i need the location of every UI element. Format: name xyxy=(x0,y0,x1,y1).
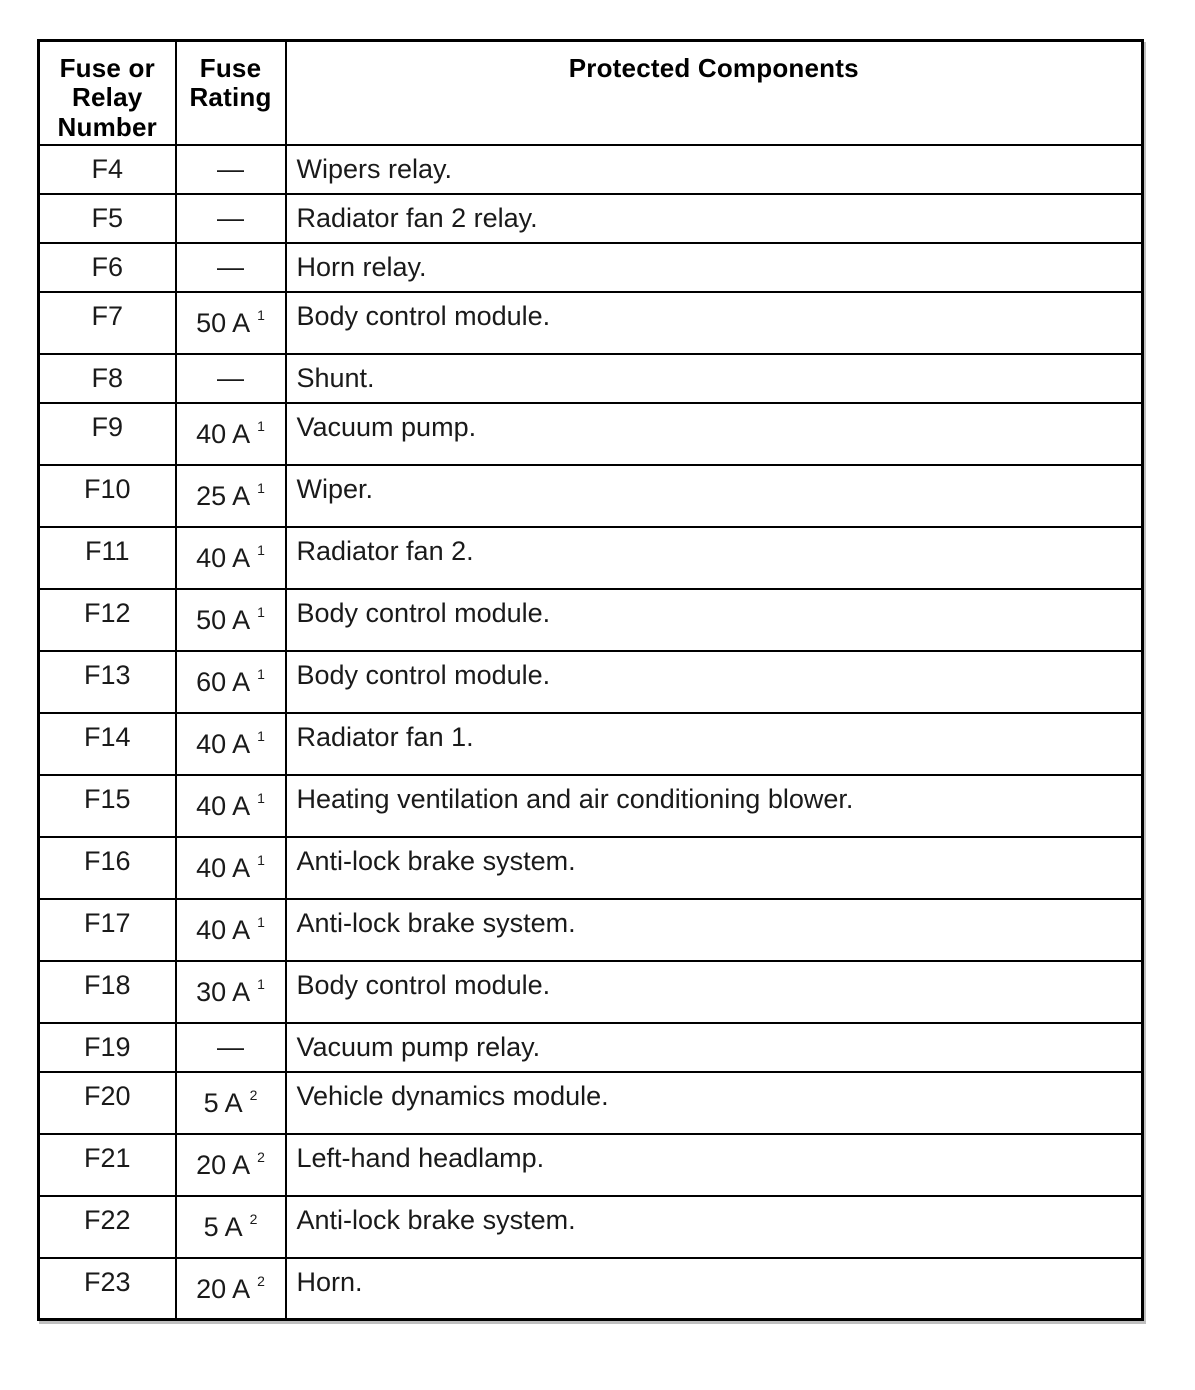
protected-component-cell: Horn. xyxy=(286,1258,1143,1320)
fuse-number-cell: F13 xyxy=(39,651,176,713)
table-row xyxy=(39,775,1143,837)
fuse-rating-cell xyxy=(176,194,286,243)
table-row xyxy=(39,194,1143,243)
fuse-rating-cell xyxy=(176,1258,286,1320)
protected-component-cell: Vehicle dynamics module. xyxy=(286,1072,1143,1134)
fuse-rating-cell xyxy=(176,527,286,589)
table-row xyxy=(39,651,1143,713)
fuse-rating-cell xyxy=(176,243,286,292)
protected-component-cell: Wiper. xyxy=(286,465,1143,527)
fuse-rating-value: 40 A xyxy=(196,914,251,945)
fuse-number-cell: F7 xyxy=(39,292,176,354)
fuse-number-cell: F4 xyxy=(39,145,176,194)
fuse-rating-value: 5 A xyxy=(203,1087,243,1118)
table-row xyxy=(39,1023,1143,1072)
header-fuse-number: Fuse or Relay Number xyxy=(39,41,176,145)
fuse-rating-cell xyxy=(176,354,286,403)
protected-component-cell: Vacuum pump relay. xyxy=(286,1023,1143,1072)
table-row xyxy=(39,1134,1143,1196)
table-row xyxy=(39,1196,1143,1258)
fuse-rating-value: — xyxy=(217,362,244,393)
fuse-rating-cell xyxy=(176,292,286,354)
protected-component-cell: Body control module. xyxy=(286,589,1143,651)
fuse-number-cell: F17 xyxy=(39,899,176,961)
fuse-rating-footnote-superscript: 1 xyxy=(257,417,265,434)
protected-component-cell: Radiator fan 2 relay. xyxy=(286,194,1143,243)
header-fuse-rating: Fuse Rating xyxy=(176,41,286,145)
fuse-number-cell: F11 xyxy=(39,527,176,589)
fuse-rating-value: — xyxy=(217,202,244,233)
fuse-number-cell: F9 xyxy=(39,403,176,465)
table-row xyxy=(39,837,1143,899)
fuse-rating-footnote-superscript: 1 xyxy=(257,479,265,496)
table-row xyxy=(39,145,1143,194)
fuse-number-cell: F8 xyxy=(39,354,176,403)
fuse-rating-cell xyxy=(176,837,286,899)
fuse-rating-cell xyxy=(176,1023,286,1072)
fuse-rating-cell xyxy=(176,651,286,713)
fuse-rating-value: 20 A xyxy=(196,1273,251,1304)
fuse-rating-value: — xyxy=(217,251,244,282)
fuse-rating-footnote-superscript: 2 xyxy=(257,1272,265,1289)
fuse-rating-value: 40 A xyxy=(196,728,251,759)
fuse-number-cell: F22 xyxy=(39,1196,176,1258)
table-row xyxy=(39,292,1143,354)
fuse-rating-footnote-superscript: 1 xyxy=(257,851,265,868)
fuse-rating-value: 40 A xyxy=(196,418,251,449)
protected-component-cell: Radiator fan 2. xyxy=(286,527,1143,589)
fuse-number-cell: F18 xyxy=(39,961,176,1023)
protected-component-cell: Body control module. xyxy=(286,651,1143,713)
fuse-rating-cell xyxy=(176,713,286,775)
fuse-rating-footnote-superscript: 1 xyxy=(257,789,265,806)
fuse-rating-value: — xyxy=(217,153,244,184)
fuse-rating-cell xyxy=(176,465,286,527)
protected-component-cell: Shunt. xyxy=(286,354,1143,403)
fuse-rating-footnote-superscript: 1 xyxy=(257,306,265,323)
fuse-number-cell: F23 xyxy=(39,1258,176,1320)
table-row xyxy=(39,1258,1143,1320)
fuse-rating-cell xyxy=(176,1072,286,1134)
fuse-rating-value: 60 A xyxy=(196,666,251,697)
table-row xyxy=(39,243,1143,292)
fuse-rating-footnote-superscript: 1 xyxy=(257,665,265,682)
fuse-rating-cell xyxy=(176,961,286,1023)
fuse-number-cell: F19 xyxy=(39,1023,176,1072)
fuse-rating-value: 40 A xyxy=(196,542,251,573)
protected-component-cell: Heating ventilation and air conditioning blower. xyxy=(286,775,1143,837)
protected-component-cell: Radiator fan 1. xyxy=(286,713,1143,775)
fuse-number-cell: F10 xyxy=(39,465,176,527)
protected-component-cell: Anti-lock brake system. xyxy=(286,899,1143,961)
protected-component-cell: Wipers relay. xyxy=(286,145,1143,194)
table-row xyxy=(39,961,1143,1023)
fuse-number-cell: F12 xyxy=(39,589,176,651)
fuse-rating-cell xyxy=(176,775,286,837)
fuse-rating-footnote-superscript: 1 xyxy=(257,913,265,930)
fuse-rating-cell xyxy=(176,899,286,961)
table-row xyxy=(39,1072,1143,1134)
fuse-number-cell: F14 xyxy=(39,713,176,775)
fuse-rating-value: 25 A xyxy=(196,480,251,511)
fuse-rating-value: 5 A xyxy=(203,1211,243,1242)
fuse-rating-value: — xyxy=(217,1031,244,1062)
protected-component-cell: Horn relay. xyxy=(286,243,1143,292)
fuse-rating-value: 20 A xyxy=(196,1149,251,1180)
table-row xyxy=(39,527,1143,589)
fuse-rating-footnote-superscript: 2 xyxy=(257,1148,265,1165)
fuse-rating-value: 40 A xyxy=(196,790,251,821)
table-row xyxy=(39,899,1143,961)
header-protected-components: Protected Components xyxy=(286,41,1143,145)
fuse-rating-footnote-superscript: 1 xyxy=(257,975,265,992)
protected-component-cell: Body control module. xyxy=(286,292,1143,354)
fuse-rating-footnote-superscript: 1 xyxy=(257,603,265,620)
protected-component-cell: Anti-lock brake system. xyxy=(286,1196,1143,1258)
protected-component-cell: Left-hand headlamp. xyxy=(286,1134,1143,1196)
fuse-rating-footnote-superscript: 1 xyxy=(257,541,265,558)
fuse-table xyxy=(37,39,1144,1321)
fuse-rating-footnote-superscript: 2 xyxy=(249,1210,258,1227)
table-row xyxy=(39,465,1143,527)
table-row xyxy=(39,589,1143,651)
fuse-number-cell: F6 xyxy=(39,243,176,292)
fuse-rating-cell xyxy=(176,403,286,465)
fuse-rating-value: 50 A xyxy=(196,307,251,338)
fuse-table-body xyxy=(39,145,1143,1320)
protected-component-cell: Anti-lock brake system. xyxy=(286,837,1143,899)
fuse-rating-value: 40 A xyxy=(196,852,251,883)
fuse-number-cell: F21 xyxy=(39,1134,176,1196)
table-row xyxy=(39,403,1143,465)
fuse-rating-cell xyxy=(176,1134,286,1196)
fuse-number-cell: F16 xyxy=(39,837,176,899)
fuse-table-header xyxy=(39,41,1143,145)
protected-component-cell: Body control module. xyxy=(286,961,1143,1023)
fuse-rating-footnote-superscript: 2 xyxy=(249,1086,258,1103)
fuse-rating-value: 50 A xyxy=(196,604,251,635)
fuse-rating-cell xyxy=(176,145,286,194)
fuse-rating-footnote-superscript: 1 xyxy=(257,727,265,744)
table-row xyxy=(39,354,1143,403)
protected-component-cell: Vacuum pump. xyxy=(286,403,1143,465)
header-row xyxy=(39,41,1143,145)
fuse-number-cell: F20 xyxy=(39,1072,176,1134)
table-row xyxy=(39,713,1143,775)
fuse-number-cell: F5 xyxy=(39,194,176,243)
fuse-rating-cell xyxy=(176,589,286,651)
fuse-number-cell: F15 xyxy=(39,775,176,837)
fuse-rating-cell xyxy=(176,1196,286,1258)
fuse-rating-value: 30 A xyxy=(196,976,251,1007)
